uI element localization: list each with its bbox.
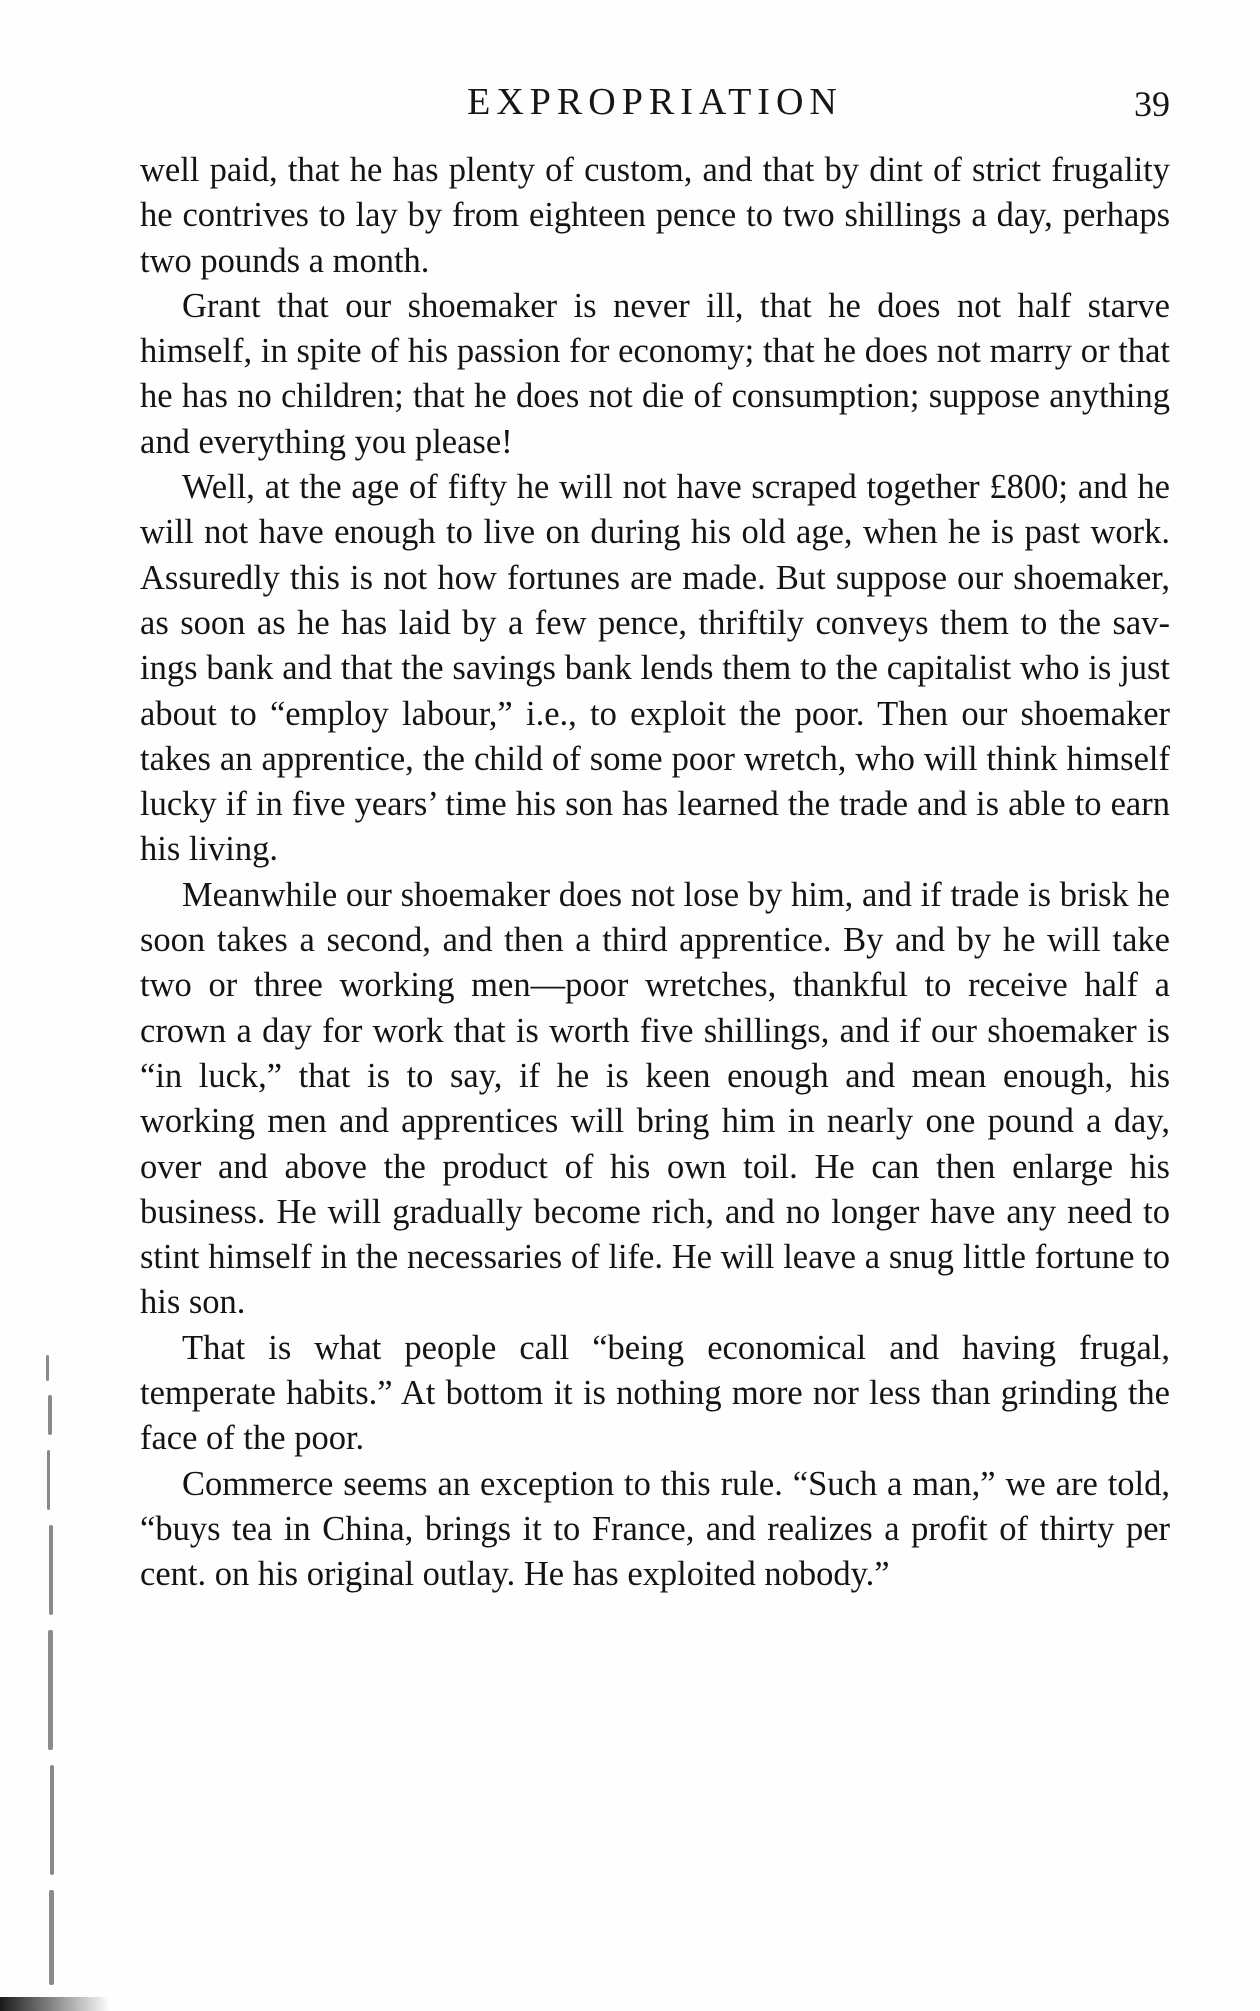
paragraph-2: Grant that our shoemaker is never ill, that he does not half starve himself, in spite of his passion for economy; that he does not marry or that he has no children; that he does not die of consumption; suppose anything and everything you please! [140, 286, 1170, 461]
page-edge-shadow [0, 1997, 110, 2011]
binding-gutter-marks [40, 1355, 62, 1995]
body-text [140, 148, 1170, 1598]
gutter-speck [50, 1765, 54, 1875]
paragraph-3: Well, at the age of fifty he will not have scraped together £800; and he will not have enough to live on during his old age, when he is past work. Assuredly this is not how fortunes are made. But suppose our shoemaker, as soon as he has laid by a few pence, thriftily conveys them to the savings bank and that the savings bank lends them to the capitalist who is just about to “employ labour,” i.e., to exploit the poor. Then our shoemaker takes an apprentice, the child of some poor wretch, who will think himself lucky if in five years’ time his son has learned the trade and is able to earn his living. [140, 468, 1170, 869]
chapter-title: EXPROPRIATION [467, 81, 843, 123]
gutter-speck [49, 1890, 54, 1985]
gutter-speck [48, 1395, 52, 1435]
gutter-speck [47, 1450, 50, 1510]
paragraph-5: That is what people call “being economical and having frugal, temperate habits.” At bottom it is nothing more nor less than grinding the face of the poor. [140, 1328, 1170, 1458]
gutter-speck [49, 1525, 53, 1615]
running-head [140, 78, 1170, 126]
gutter-speck [48, 1630, 53, 1750]
gutter-speck [46, 1355, 49, 1381]
page-number: 39 [1134, 84, 1170, 124]
paragraph-1: well paid, that he has plenty of custom, and that by dint of strict frugality he contrives to lay by from eighteen pence to two shillings a day, perhaps two pounds a month. [140, 151, 1170, 280]
paragraph-6: Commerce seems an exception to this rule. “Such a man,” we are told, “buys tea in China, brings it to France, and realizes a profit of thirty per cent. on his original outlay. He has exploited nobody.” [140, 1464, 1170, 1594]
paragraph-4: Meanwhile our shoemaker does not lose by him, and if trade is brisk he soon takes a second, and then a third apprentice. By and by he will take two or three working men—poor wretches, thankful to receive half a crown a day for work that is worth five shillings, and if our shoemaker is “in luck,” that is to say, if he is keen enough and mean enough, his working men and apprentices will bring him in nearly one pound a day, over and above the product of his own toil. He can then enlarge his business. He will gradually become rich, and no longer have any need to stint himself in the necessaries of life. He will leave a snug little fortune to his son. [140, 875, 1170, 1322]
